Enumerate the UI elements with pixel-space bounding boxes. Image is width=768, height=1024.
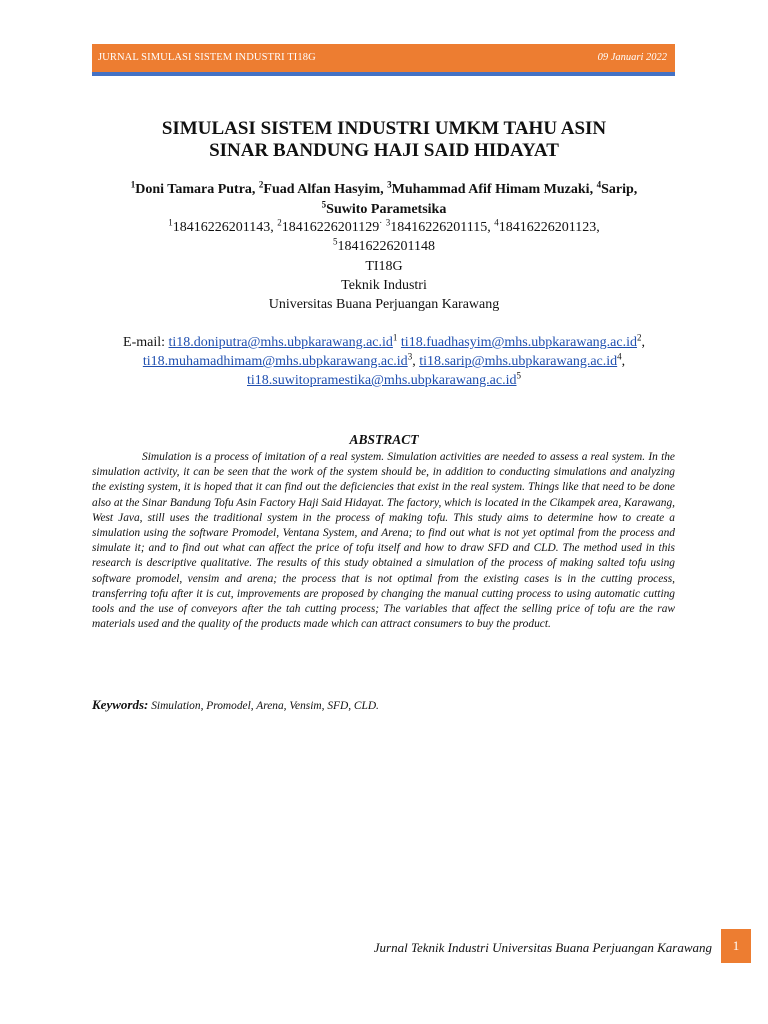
keywords-text: Simulation, Promodel, Arena, Vensim, SFD, CLD. <box>151 700 379 712</box>
author-sup: 5 <box>321 199 327 210</box>
student-id: 18416226201123, <box>498 220 600 235</box>
author-name: Sarip, <box>601 182 638 197</box>
author-list <box>84 180 684 220</box>
id-sup: 4 <box>494 217 499 228</box>
email-link[interactable]: ti18.sarip@mhs.ubpkarawang.ac.id <box>419 354 618 369</box>
student-id: 18416226201129 <box>281 220 380 235</box>
id-sup: 5 <box>333 236 338 247</box>
issue-date: 09 Januari 2022 <box>597 52 667 63</box>
author-sup: 2 <box>258 179 264 190</box>
student-id-list <box>84 218 684 256</box>
author-sup: 4 <box>596 179 602 190</box>
footer-journal: Jurnal Teknik Industri Universitas Buana Perjuangan Karawang <box>373 940 712 955</box>
page-number: 1 <box>721 929 751 963</box>
student-id: 18416226201148 <box>337 239 435 254</box>
id-sup: 2 <box>277 217 282 228</box>
author-name: Suwito Parametsika <box>326 202 447 217</box>
email-label: E-mail: <box>123 335 166 350</box>
department: Teknik Industri <box>341 278 427 293</box>
author-name: Fuad Alfan Hasyim, <box>263 182 384 197</box>
email-sup: 4 <box>617 351 622 362</box>
paper-title <box>84 118 684 162</box>
author-sup: 1 <box>130 179 136 190</box>
keywords-label: Keywords: <box>92 697 149 712</box>
email-sup: 5 <box>516 370 521 381</box>
title-line-2: SINAR BANDUNG HAJI SAID HIDAYAT <box>209 140 559 161</box>
title-line-1: SIMULASI SISTEM INDUSTRI UMKM TAHU ASIN <box>161 118 607 139</box>
journal-name: JURNAL SIMULASI SISTEM INDUSTRI TI18G <box>98 52 316 63</box>
id-sup: 3 <box>385 217 391 228</box>
email-sup: 1 <box>392 332 398 343</box>
email-sup: 2 <box>636 332 642 343</box>
student-id: 18416226201143, <box>172 220 274 235</box>
email-link[interactable]: ti18.doniputra@mhs.ubpkarawang.ac.id <box>168 335 393 350</box>
author-name: Muhammad Afif Himam Muzaki, <box>391 182 594 197</box>
email-link[interactable]: ti18.muhamadhimam@mhs.ubpkarawang.ac.id <box>142 354 408 369</box>
student-id: 18416226201115, <box>390 220 491 235</box>
author-sup: 3 <box>387 179 392 190</box>
email-sup: 3 <box>407 351 413 362</box>
author-name: Doni Tamara Putra, <box>135 182 256 197</box>
email-link[interactable]: ti18.suwitopramestika@mhs.ubpkarawang.ac.id <box>247 373 517 388</box>
keywords-line <box>92 697 675 713</box>
id-sup: 1 <box>168 217 173 228</box>
id-separator: · <box>379 217 383 228</box>
email-list: E-mail: $ti18.doniputra@mhs.ubpkarawang.ac.id^1$ $ti18.fuadhasyim@mhs.ubpkarawang.ac.id^2$, $ti18.muhamadhimam@mhs.ubpkarawang.ac.id^3$, $ti18.sarip@mhs.ubpkarawang.ac.id^4$, $ti18.suwitopramestika@mhs.ubpkarawang.ac.id^5$ <box>123 332 645 388</box>
email-link[interactable]: ti18.fuadhasyim@mhs.ubpkarawang.ac.id <box>400 335 637 350</box>
journal-header-bar <box>92 44 675 76</box>
abstract-text: Simulation is a process of imitation of a real system. Simulation activities are needed to assess a real system. In the simulation activity, it can be seen that the work of the system should be, in addition to conducting simulations and analyzing the existing system, it is hoped that it can find out the deficiencies that exist in the real system. Things like that need to be done also at the Sinar Bandung Tofu Asin Factory Haji Said Hidayat. The factory, which is located in the Cikampek area, Karawang, West Java, still uses the traditional system in the process of making tofu. This study aims to determine how to create a simulation using the software Promodel, Ventana System, and Arena; to find out what is not yet optimal from the process and simulate it; and to find out what can affect the price of tofu itself and how to draw SFD and CLD. The method used in this research is descriptive qualitative. The results of this study obtained a simulation of the process of making salted tofu using software promodel, vensim and arena; the process that is not optimal from the existing cases is in the cutting process, transferring tofu after it is cut, improvements are proposed by changing the manual cutting process to using automatic cutting tools and the use of conveyors after the tah cutting process; The variables that affect the selling price of tofu are the raw materials used and the quality of the products made which can attract consumers to buy the product. <box>92 451 676 631</box>
class-name: TI18G <box>365 259 403 274</box>
abstract-heading: ABSTRACT <box>349 432 419 447</box>
university: Universitas Buana Perjuangan Karawang <box>268 297 500 312</box>
